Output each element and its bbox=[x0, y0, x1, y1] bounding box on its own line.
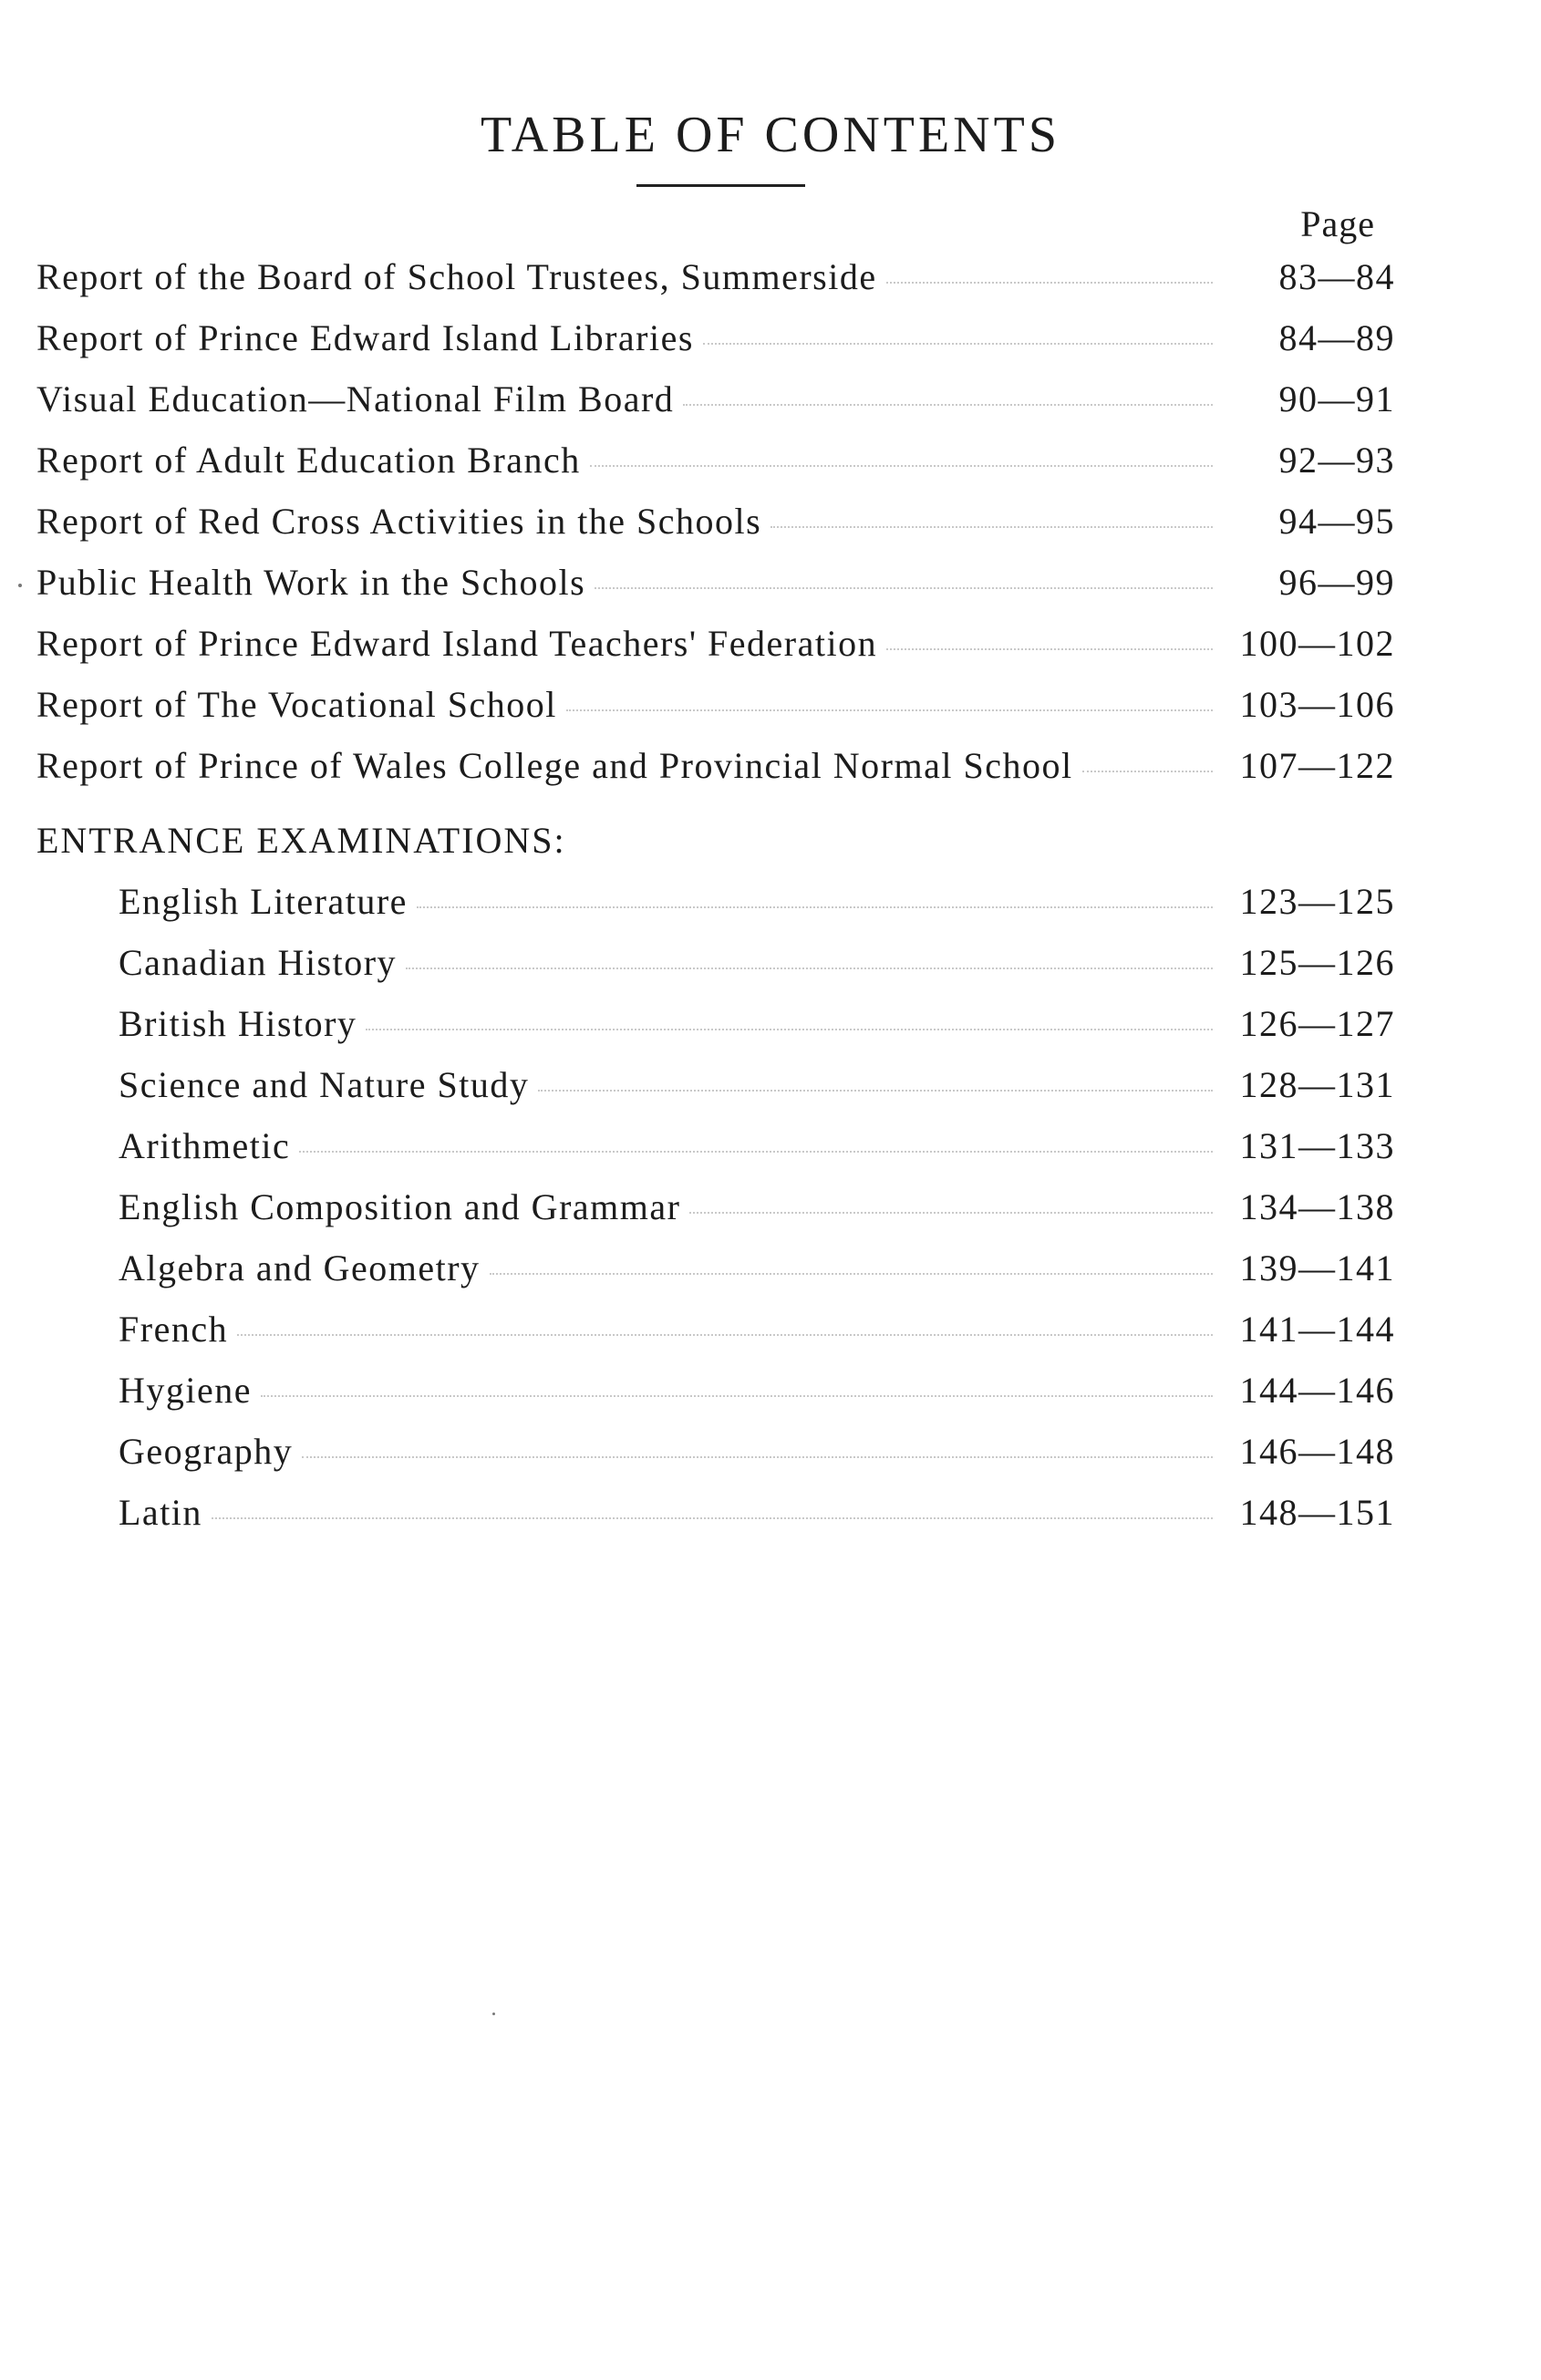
dot-leader bbox=[302, 1456, 1213, 1458]
toc-entry bbox=[36, 744, 1395, 799]
dot-leader bbox=[689, 1212, 1213, 1214]
toc-entry-label: Visual Education—National Film Board bbox=[36, 378, 675, 419]
exam-entry-label: Science and Nature Study bbox=[119, 1064, 530, 1105]
section-heading-entrance-examinations: ENTRANCE EXAMINATIONS: bbox=[36, 820, 566, 861]
dot-leader bbox=[261, 1395, 1213, 1397]
toc-entry-pages: 96—99 bbox=[1278, 562, 1395, 603]
exam-entry-pages: 123—125 bbox=[1239, 881, 1395, 922]
dot-leader bbox=[538, 1090, 1213, 1092]
dot-leader bbox=[212, 1517, 1213, 1519]
exam-entry-pages: 144—146 bbox=[1239, 1370, 1395, 1411]
toc-entry-pages: 94—95 bbox=[1278, 501, 1395, 542]
exam-entry-pages: 141—144 bbox=[1239, 1309, 1395, 1350]
toc-entry bbox=[36, 500, 1395, 554]
dot-leader bbox=[886, 282, 1213, 284]
dot-leader bbox=[490, 1273, 1213, 1275]
toc-entry-pages: 92—93 bbox=[1278, 440, 1395, 481]
exam-entry-label: French bbox=[119, 1309, 229, 1350]
exam-entry-pages: 126—127 bbox=[1239, 1003, 1395, 1044]
exam-entry-label: Canadian History bbox=[119, 942, 398, 983]
page-title: TABLE OF CONTENTS bbox=[481, 106, 1060, 163]
exam-entry bbox=[119, 1369, 1395, 1423]
toc-entry-pages: 107—122 bbox=[1239, 745, 1395, 786]
exam-entry bbox=[119, 1124, 1395, 1179]
dot-leader bbox=[770, 526, 1213, 528]
exam-entry-label: Arithmetic bbox=[119, 1125, 291, 1166]
dot-leader bbox=[299, 1151, 1213, 1153]
toc-entry-pages: 90—91 bbox=[1278, 378, 1395, 419]
exam-entry-pages: 139—141 bbox=[1239, 1247, 1395, 1288]
exam-entry-pages: 134—138 bbox=[1239, 1186, 1395, 1227]
exam-entry bbox=[119, 1308, 1395, 1362]
toc-entry bbox=[36, 378, 1395, 432]
exam-entry bbox=[119, 880, 1395, 935]
exam-entry bbox=[119, 1002, 1395, 1057]
dot-leader bbox=[703, 343, 1213, 345]
toc-entry-pages: 84—89 bbox=[1278, 317, 1395, 358]
dot-leader bbox=[417, 906, 1213, 908]
exam-entry-label: English Composition and Grammar bbox=[119, 1186, 681, 1227]
exam-entry bbox=[119, 1430, 1395, 1485]
exam-entry bbox=[119, 1185, 1395, 1240]
exam-entry-label: Latin bbox=[119, 1492, 202, 1533]
toc-entry-pages: 83—84 bbox=[1278, 256, 1395, 297]
exam-entry bbox=[119, 1247, 1395, 1301]
toc-entry-label: Report of The Vocational School bbox=[36, 684, 557, 725]
exam-entry bbox=[119, 941, 1395, 996]
dot-leader bbox=[237, 1334, 1213, 1336]
dot-leader bbox=[566, 709, 1213, 711]
exam-entry-label: Geography bbox=[119, 1431, 294, 1472]
toc-entry-label: Public Health Work in the Schools bbox=[36, 562, 586, 603]
exam-entry bbox=[119, 1063, 1395, 1118]
toc-entry bbox=[36, 439, 1395, 493]
exam-entry-pages: 148—151 bbox=[1239, 1492, 1395, 1533]
dot-leader bbox=[406, 968, 1213, 969]
toc-entry bbox=[36, 561, 1395, 616]
toc-entry-label: Report of the Board of School Trustees, Summerside bbox=[36, 256, 877, 297]
toc-entry bbox=[36, 255, 1395, 310]
page-column-header: Page bbox=[1300, 203, 1375, 244]
exam-entry bbox=[119, 1491, 1395, 1546]
toc-entry-label: Report of Red Cross Activities in the Schools bbox=[36, 501, 762, 542]
scan-speck bbox=[18, 584, 22, 587]
exam-entry-pages: 146—148 bbox=[1239, 1431, 1395, 1472]
exam-entry-label: Algebra and Geometry bbox=[119, 1247, 481, 1288]
dot-leader bbox=[1082, 771, 1213, 772]
title-underline bbox=[636, 184, 805, 187]
toc-entry-label: Report of Adult Education Branch bbox=[36, 440, 581, 481]
exam-entry-pages: 128—131 bbox=[1239, 1064, 1395, 1105]
dot-leader bbox=[886, 648, 1213, 650]
dot-leader bbox=[683, 404, 1213, 406]
toc-entry-pages: 100—102 bbox=[1239, 623, 1395, 664]
exam-entry-pages: 125—126 bbox=[1239, 942, 1395, 983]
exam-entry-pages: 131—133 bbox=[1239, 1125, 1395, 1166]
dot-leader bbox=[595, 587, 1213, 589]
dot-leader bbox=[366, 1029, 1213, 1030]
toc-entry-pages: 103—106 bbox=[1239, 684, 1395, 725]
toc-entry-label: Report of Prince Edward Island Libraries bbox=[36, 317, 694, 358]
toc-entry bbox=[36, 683, 1395, 738]
toc-entry bbox=[36, 622, 1395, 677]
exam-entry-label: English Literature bbox=[119, 881, 408, 922]
toc-entry-label: Report of Prince of Wales College and Provincial Normal School bbox=[36, 745, 1073, 786]
scan-speck bbox=[492, 2013, 495, 2015]
exam-entry-label: Hygiene bbox=[119, 1370, 253, 1411]
toc-entry-label: Report of Prince Edward Island Teachers' Federation bbox=[36, 623, 878, 664]
exam-entry-label: British History bbox=[119, 1003, 357, 1044]
toc-entry bbox=[36, 316, 1395, 371]
dot-leader bbox=[590, 465, 1213, 467]
